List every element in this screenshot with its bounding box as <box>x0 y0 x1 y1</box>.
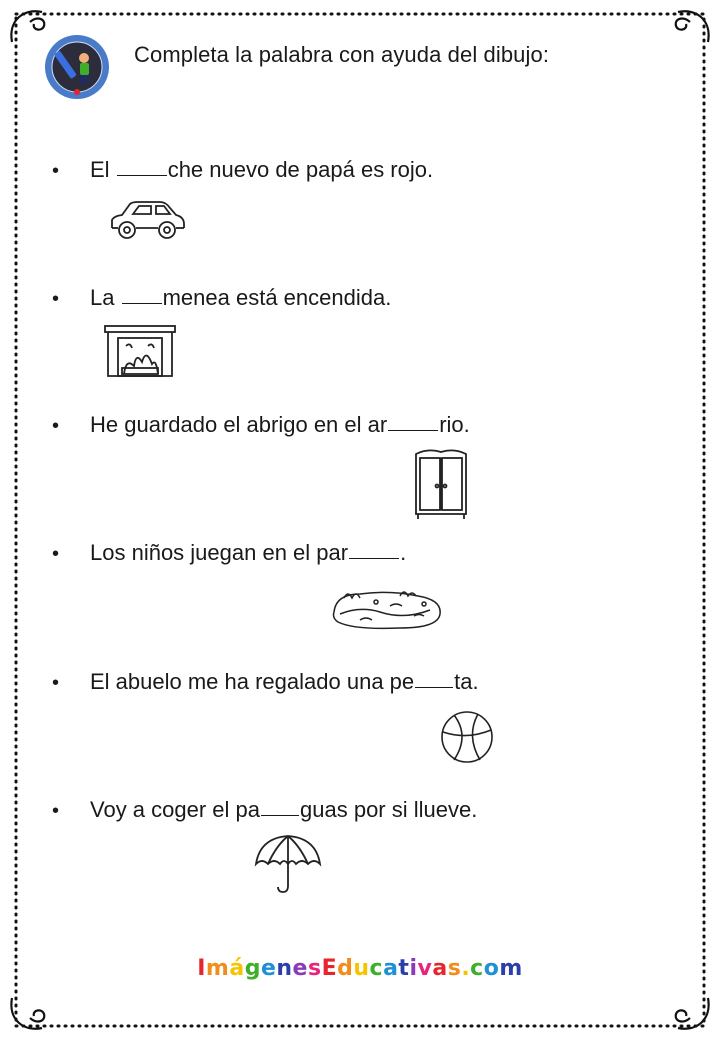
answer-blank-4[interactable] <box>349 557 399 559</box>
sentence-2-after: menea está encendida. <box>162 285 392 310</box>
brand-letter: m <box>205 956 230 981</box>
sentence-5-before: El abuelo me ha regalado una pe <box>90 669 415 694</box>
sentence-6-after: guas por si llueve. <box>300 797 478 822</box>
brand-letter: a <box>432 956 448 981</box>
bullet: • <box>52 288 60 310</box>
sentence-5 <box>52 669 479 695</box>
brand-letter: I <box>197 956 206 981</box>
bullet: • <box>52 160 60 182</box>
brand-letter: n <box>276 956 293 981</box>
brand-letter: d <box>337 956 354 981</box>
sentence-3-before: He guardado el abrigo en el ar <box>90 412 388 437</box>
brand-letter: s <box>447 956 462 981</box>
brand-letter: t <box>398 956 410 981</box>
brand-letter: a <box>383 956 399 981</box>
umbrella-icon <box>254 832 322 894</box>
park-icon <box>330 586 444 632</box>
car-icon <box>108 198 186 242</box>
answer-blank-3[interactable] <box>388 429 438 431</box>
sentence-3 <box>52 412 470 438</box>
answer-blank-2[interactable] <box>122 302 162 304</box>
brand-letter: o <box>483 956 500 981</box>
sentence-1 <box>52 157 433 183</box>
answer-blank-6[interactable] <box>261 814 299 816</box>
sentence-4 <box>52 540 406 566</box>
sentence-2-before: La <box>90 285 121 310</box>
brand-letter: . <box>461 956 471 981</box>
bullet: • <box>52 672 60 694</box>
sentence-1-after: che nuevo de papá es rojo. <box>167 157 434 182</box>
sentence-6-before: Voy a coger el pa <box>90 797 261 822</box>
brand-letter: E <box>321 956 338 981</box>
brand-letter: c <box>369 956 384 981</box>
brand-letter: e <box>260 956 277 981</box>
brand-letter: i <box>409 956 418 981</box>
answer-blank-5[interactable] <box>415 686 453 688</box>
ball-icon <box>440 710 494 764</box>
bullet: • <box>52 800 60 822</box>
bullet: • <box>52 543 60 565</box>
brand-letter: g <box>244 956 261 981</box>
sentence-1-before: El <box>90 157 116 182</box>
fireplace-icon <box>104 324 176 378</box>
brand-letter: á <box>229 956 245 981</box>
instruction-title: Completa la palabra con ayuda del dibujo: <box>134 42 550 67</box>
brand-letter: e <box>292 956 308 981</box>
answer-blank-1[interactable] <box>117 174 167 176</box>
sentence-4-after: . <box>400 540 407 565</box>
sentence-2 <box>52 285 391 311</box>
bullet: • <box>52 415 60 437</box>
brand-letter: c <box>470 956 484 981</box>
brand-letter: s <box>307 956 322 981</box>
sentence-5-after: ta. <box>454 669 479 694</box>
school-logo-icon <box>44 34 110 100</box>
wardrobe-icon <box>414 448 468 520</box>
brand-letter: v <box>417 956 433 981</box>
sentence-4-before: Los niños juegan en el par <box>90 540 349 565</box>
sentence-3-after: rio. <box>439 412 470 437</box>
sentence-6 <box>52 797 477 823</box>
brand-letter: m <box>499 956 523 981</box>
brand-letter: u <box>353 956 370 981</box>
brand-logo-text <box>0 956 720 981</box>
